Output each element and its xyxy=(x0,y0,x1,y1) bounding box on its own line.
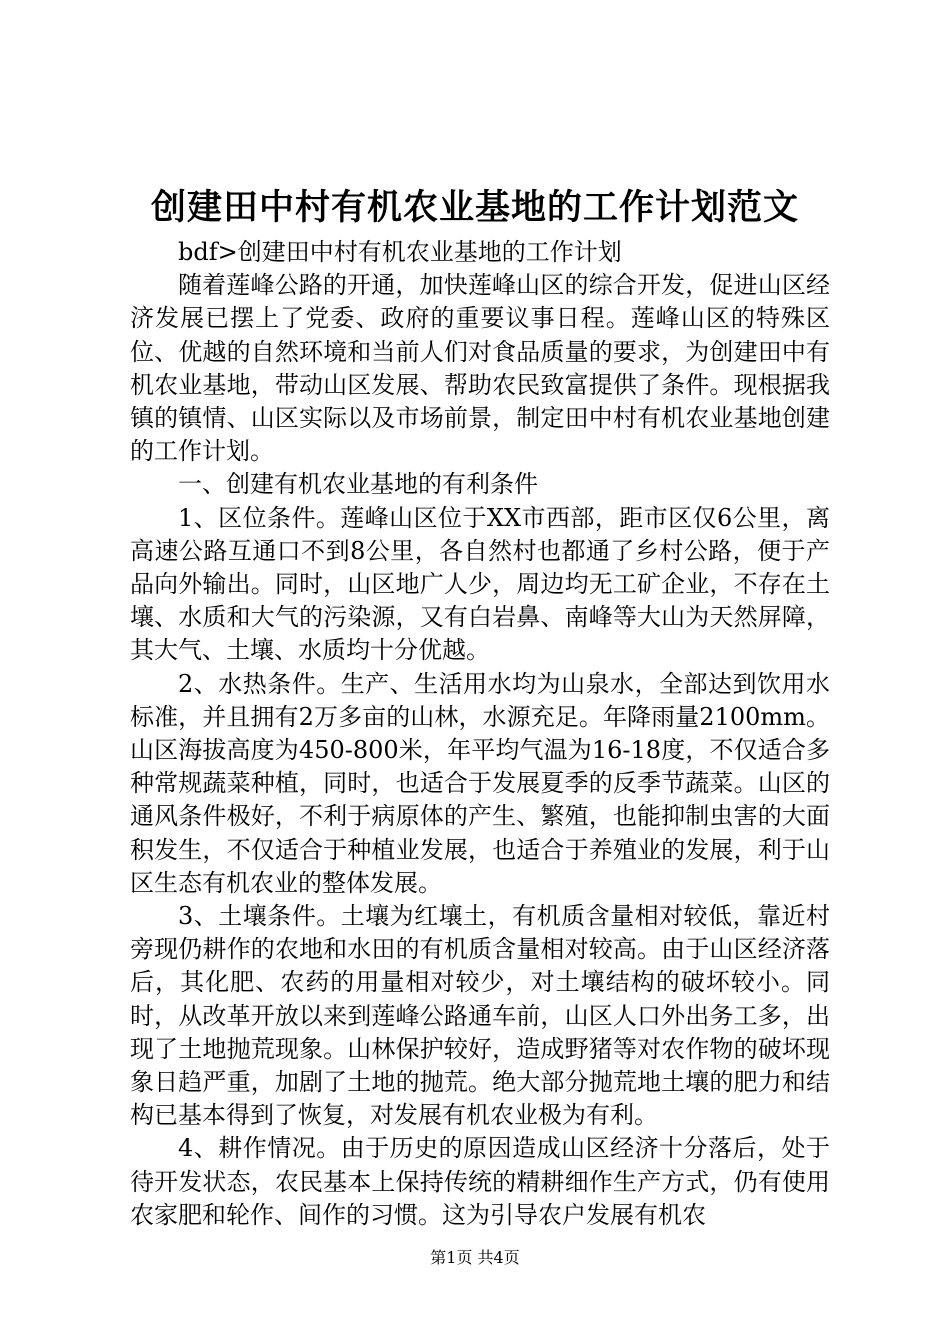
page-number: 第1页 共4页 xyxy=(430,1248,520,1267)
section-heading: 一、创建有机农业基地的有利条件 xyxy=(178,470,538,499)
paragraph-location: 1、区位条件。莲峰山区位于XX市西部，距市区仅6公里，离高速公路互通口不到8公里，各自然村也都通了乡村公路，便于产品向外输出。同时，山区地广人少，周边均无工矿企业，不存在土壤、水质和大气的污染源，又有白岩鼻、南峰等大山为天然屏障，其大气、土壤、水质均十分优越。 xyxy=(130,503,830,665)
document-title: 创建田中村有机农业基地的工作计划范文 xyxy=(150,187,799,228)
paragraph-farming: 4、耕作情况。由于历史的原因造成山区经济十分落后，处于待开发状态，农民基本上保持传统的精耕细作生产方式，仍有使用农家肥和轮作、间作的习惯。这为引导农户发展有机农 xyxy=(130,1134,830,1229)
paragraph-intro: 随着莲峰公路的开通，加快莲峰山区的综合开发，促进山区经济发展已摆上了党委、政府的重要议事日程。莲峰山区的特殊区位、优越的自然环境和当前人们对食品质量的要求，为创建田中有机农业基地，带动山区发展、帮助农民致富提供了条件。现根据我镇的镇情、山区实际以及市场前景，制定田中村有机农业基地创建的工作计划。 xyxy=(130,271,830,466)
paragraph-water-heat: 2、水热条件。生产、生活用水均为山泉水，全部达到饮用水标准，并且拥有2万多亩的山林，水源充足。年降雨量2100mm。山区海拔高度为450-800米，年平均气温为16-18度，不仅适合多种常规蔬菜种植，同时，也适合于发展夏季的反季节蔬菜。山区的通风条件极好，不利于病原体的产生、繁殖，也能抑制虫害的大面积发生，不仅适合于种植业发展，也适合于养殖业的发展，利于山区生态有机农业的整体发展。 xyxy=(130,669,830,897)
paragraph-soil: 3、土壤条件。土壤为红壤土，有机质含量相对较低，靠近村旁现仍耕作的农地和水田的有机质含量相对较高。由于山区经济落后，其化肥、农药的用量相对较少，对土壤结构的破坏较小。同时，从改革开放以来到莲峰公路通车前，山区人口外出务工多，出现了土地抛荒现象。山林保护较好，造成野猪等对农作物的破坏现象日趋严重，加剧了土地的抛荒。绝大部分抛荒地土壤的肥力和结构已基本得到了恢复，对发展有机农业极为有利。 xyxy=(130,902,830,1130)
document-subtitle: bdf>创建田中村有机农业基地的工作计划 xyxy=(178,238,622,266)
document-body xyxy=(130,236,830,1232)
